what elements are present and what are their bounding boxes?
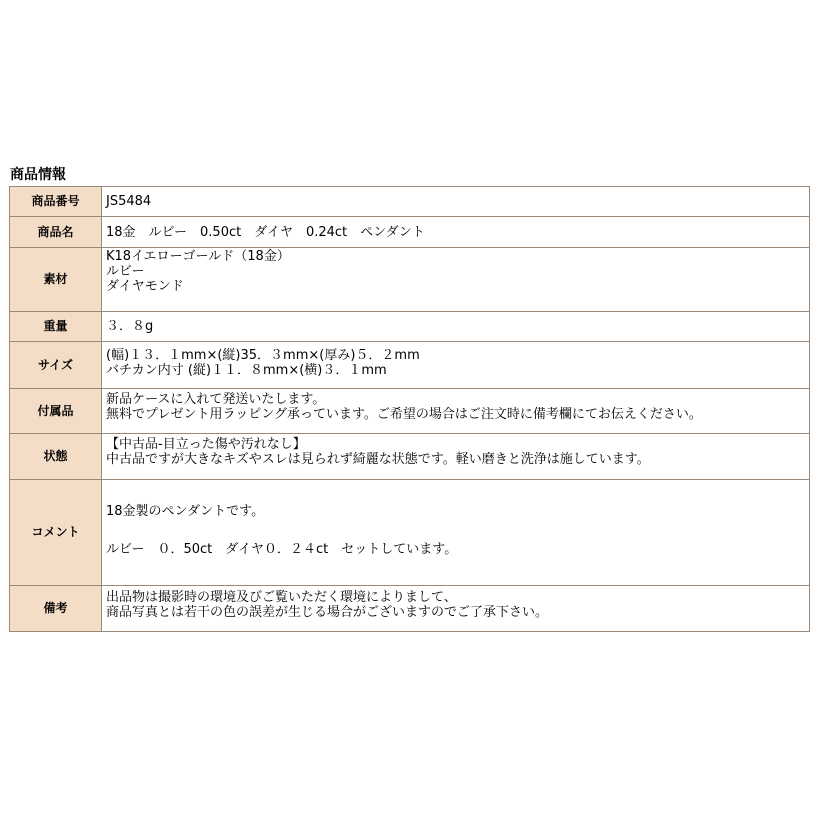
section-title: 商品情報 <box>10 167 66 183</box>
table-row <box>10 434 810 480</box>
row-label-comment: コメント <box>10 480 102 586</box>
value-line: ３．８g <box>106 319 154 334</box>
row-label-weight: 重量 <box>10 312 102 342</box>
row-value-accessories <box>102 389 810 434</box>
row-value-comment <box>102 480 810 586</box>
row-label-product-name: 商品名 <box>10 217 102 248</box>
value-line: 18金 ルビー 0.50ct ダイヤ 0.24ct ペンダント <box>106 224 425 240</box>
value-line: ルビー ０．50ct ダイヤ０．２４ct セットしています。 <box>106 542 458 557</box>
table-row <box>10 586 810 632</box>
row-value-product-name <box>102 217 810 248</box>
value-line: 【中古品-目立った傷や汚れなし】 <box>106 437 306 452</box>
row-label-material: 素材 <box>10 248 102 312</box>
line-spacer <box>106 521 809 540</box>
table-row <box>10 342 810 389</box>
row-value-weight <box>102 312 810 342</box>
value-line: 中古品ですが大きなキズやスレは見られず綺麗な状態です。軽い磨きと洗浄は施しています。 <box>106 452 650 467</box>
row-value-material <box>102 248 810 312</box>
table-row <box>10 248 810 312</box>
value-line: 新品ケースに入れて発送いたします。 <box>106 392 326 407</box>
value-line: ルビー <box>106 264 145 279</box>
row-value-product-number <box>102 187 810 217</box>
value-line: K18イエローゴールド（18金） <box>106 249 290 264</box>
value-line: 無料でプレゼント用ラッピング承っています。ご希望の場合はご注文時に備考欄にてお伝えください。 <box>106 407 702 422</box>
row-value-notes <box>102 586 810 632</box>
table-row <box>10 480 810 586</box>
table-row <box>10 187 810 217</box>
row-value-condition <box>102 434 810 480</box>
value-line: 18金製のペンダントです。 <box>106 504 265 519</box>
table-row <box>10 217 810 248</box>
row-value-size <box>102 342 810 389</box>
row-label-accessories: 付属品 <box>10 389 102 434</box>
product-info-table <box>9 186 810 632</box>
value-line: 出品物は撮影時の環境及びご覧いただく環境によりまして、 <box>106 590 457 605</box>
row-label-notes: 備考 <box>10 586 102 632</box>
value-line: JS5484 <box>106 194 152 209</box>
table-row <box>10 312 810 342</box>
value-line: 商品写真とは若干の色の誤差が生じる場合がございますのでご了承下さい。 <box>106 605 549 620</box>
value-line: (幅)１３．１mm×(縦)35．３mm×(厚み)５．２mm <box>106 348 420 363</box>
row-label-condition: 状態 <box>10 434 102 480</box>
row-label-product-number: 商品番号 <box>10 187 102 217</box>
table-row <box>10 389 810 434</box>
row-label-size: サイズ <box>10 342 102 389</box>
value-line: バチカン内寸 (縦)１１．８mm×(横)３．１mm <box>106 363 387 378</box>
value-line: ダイヤモンド <box>106 279 184 294</box>
